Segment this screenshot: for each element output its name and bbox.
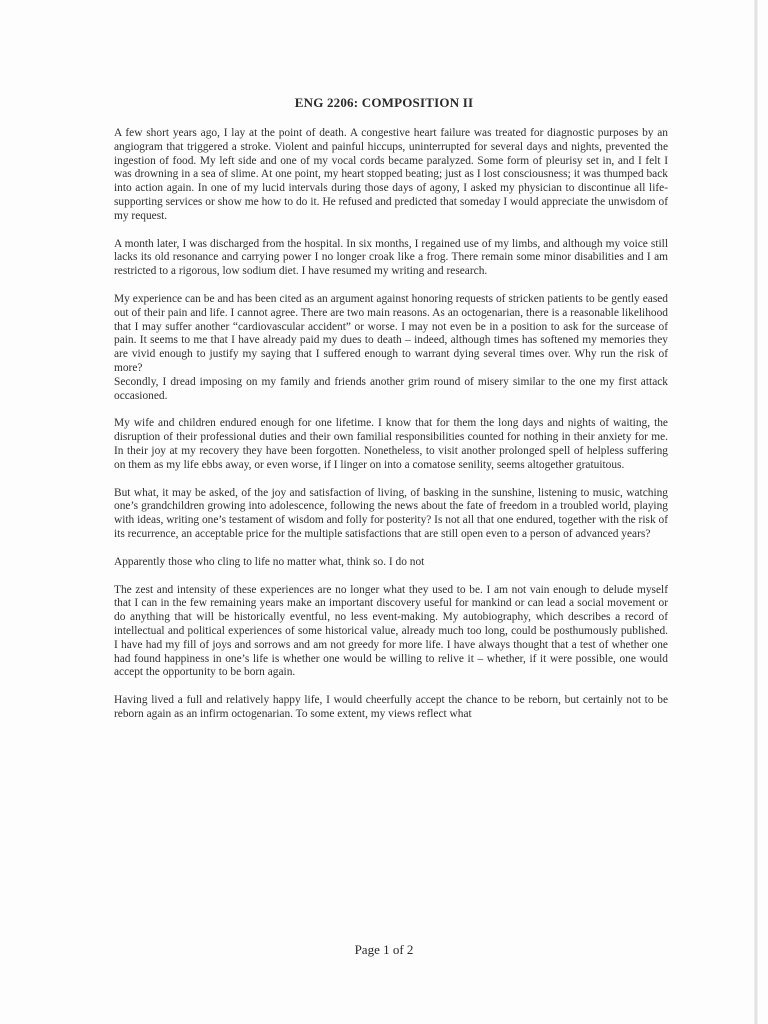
- document-title: ENG 2206: COMPOSITION II: [294, 95, 474, 110]
- paragraph-5: My wife and children endured enough for one lifetime. I know that for them the long days and nights of waiting, the disruption of their professional duties and their own familial responsibilities counted for nothing in their anxiety for me. In their joy at my recovery they have been forgotten. Nonetheless, to visit another prolonged spell of helpless suffering on them as my life ebbs away, or even worse, if I linger on into a comatose senility, seems altogether gratuitous.: [114, 417, 668, 471]
- paragraph-1: A few short years ago, I lay at the point of death. A congestive heart failure was treated for diagnostic purposes by an angiogram that triggered a stroke. Violent and painful hiccups, uninterrupted for several days and nights, prevented the ingestion of food. My left side and one of my vocal cords became paralyzed. Some form of pleurisy set in, and I felt I was drowning in a sea of slime. At one point, my heart stopped beating; just as I lost consciousness; it was thumped back into action again. In one of my lucid intervals during those days of agony, I asked my physician to discontinue all life-supporting services or show me how to do it. He refused and predicted that someday I would appreciate the unwisdom of my request.: [114, 127, 668, 222]
- paragraph-7: Apparently those who cling to life no matter what, think so. I do not: [114, 555, 425, 568]
- paragraph-2: A month later, I was discharged from the hospital. In six months, I regained use of my limbs, and although my voice still lacks its old resonance and carrying power I no longer croak like a frog. There remain some minor disabilities and I am restricted to a rigorous, low sodium diet. I have resumed my writing and research.: [114, 237, 668, 278]
- paragraph-8: The zest and intensity of these experiences are no longer what they used to be. I am not vain enough to delude myself that I can in the few remaining years make an important discovery useful for mankind or can lead a social movement or do anything that will be historically eventful, no less event-making. My autobiography, which describes a record of intellectual and political experiences of some historical value, already much too long, could be posthumously published. I have had my fill of joys and sorrows and am not greedy for more life. I have always thought that a test of whether one had found happiness in one’s life is whether one would be willing to relive it – whether, if it were possible, one would accept the opportunity to be born again.: [114, 583, 668, 679]
- page-number: Page 1 of 2: [354, 942, 414, 957]
- document-body: [114, 127, 668, 722]
- paragraph-3: My experience can be and has been cited as an argument against honoring requests of stricken patients to be gently eased out of their pain and life. I cannot agree. There are two main reasons. As an octogenarian, there is a reasonable likelihood that I may suffer another “cardiovascular accident” or worse. I may not even be in a position to ask for the surcease of pain. It seems to me that I have already paid my dues to death – indeed, although times has softened my memories they are vivid enough to justify my saying that I suffered enough to warrant dying several times over. Why run the risk of more?: [114, 292, 668, 374]
- paragraph-9: Having lived a full and relatively happy life, I would cheerfully accept the chance to be reborn, but certainly not to be reborn again as an infirm octogenarian. To some extent, my views reflect what: [114, 694, 668, 720]
- paragraph-4: Secondly, I dread imposing on my family and friends another grim round of misery similar to the one my first attack occasioned.: [114, 375, 668, 402]
- page-edge-shadow: [754, 0, 758, 1024]
- paragraph-6: But what, it may be asked, of the joy and satisfaction of living, of basking in the sunshine, listening to music, watching one’s grandchildren growing into adolescence, following the news about the fate of freedom in a troubled world, playing with ideas, writing one’s testament of wisdom and folly for posterity? Is not all that one endured, together with the risk of its recurrence, an acceptable price for the multiple satisfactions that are still open even to a person of advanced years?: [114, 486, 668, 540]
